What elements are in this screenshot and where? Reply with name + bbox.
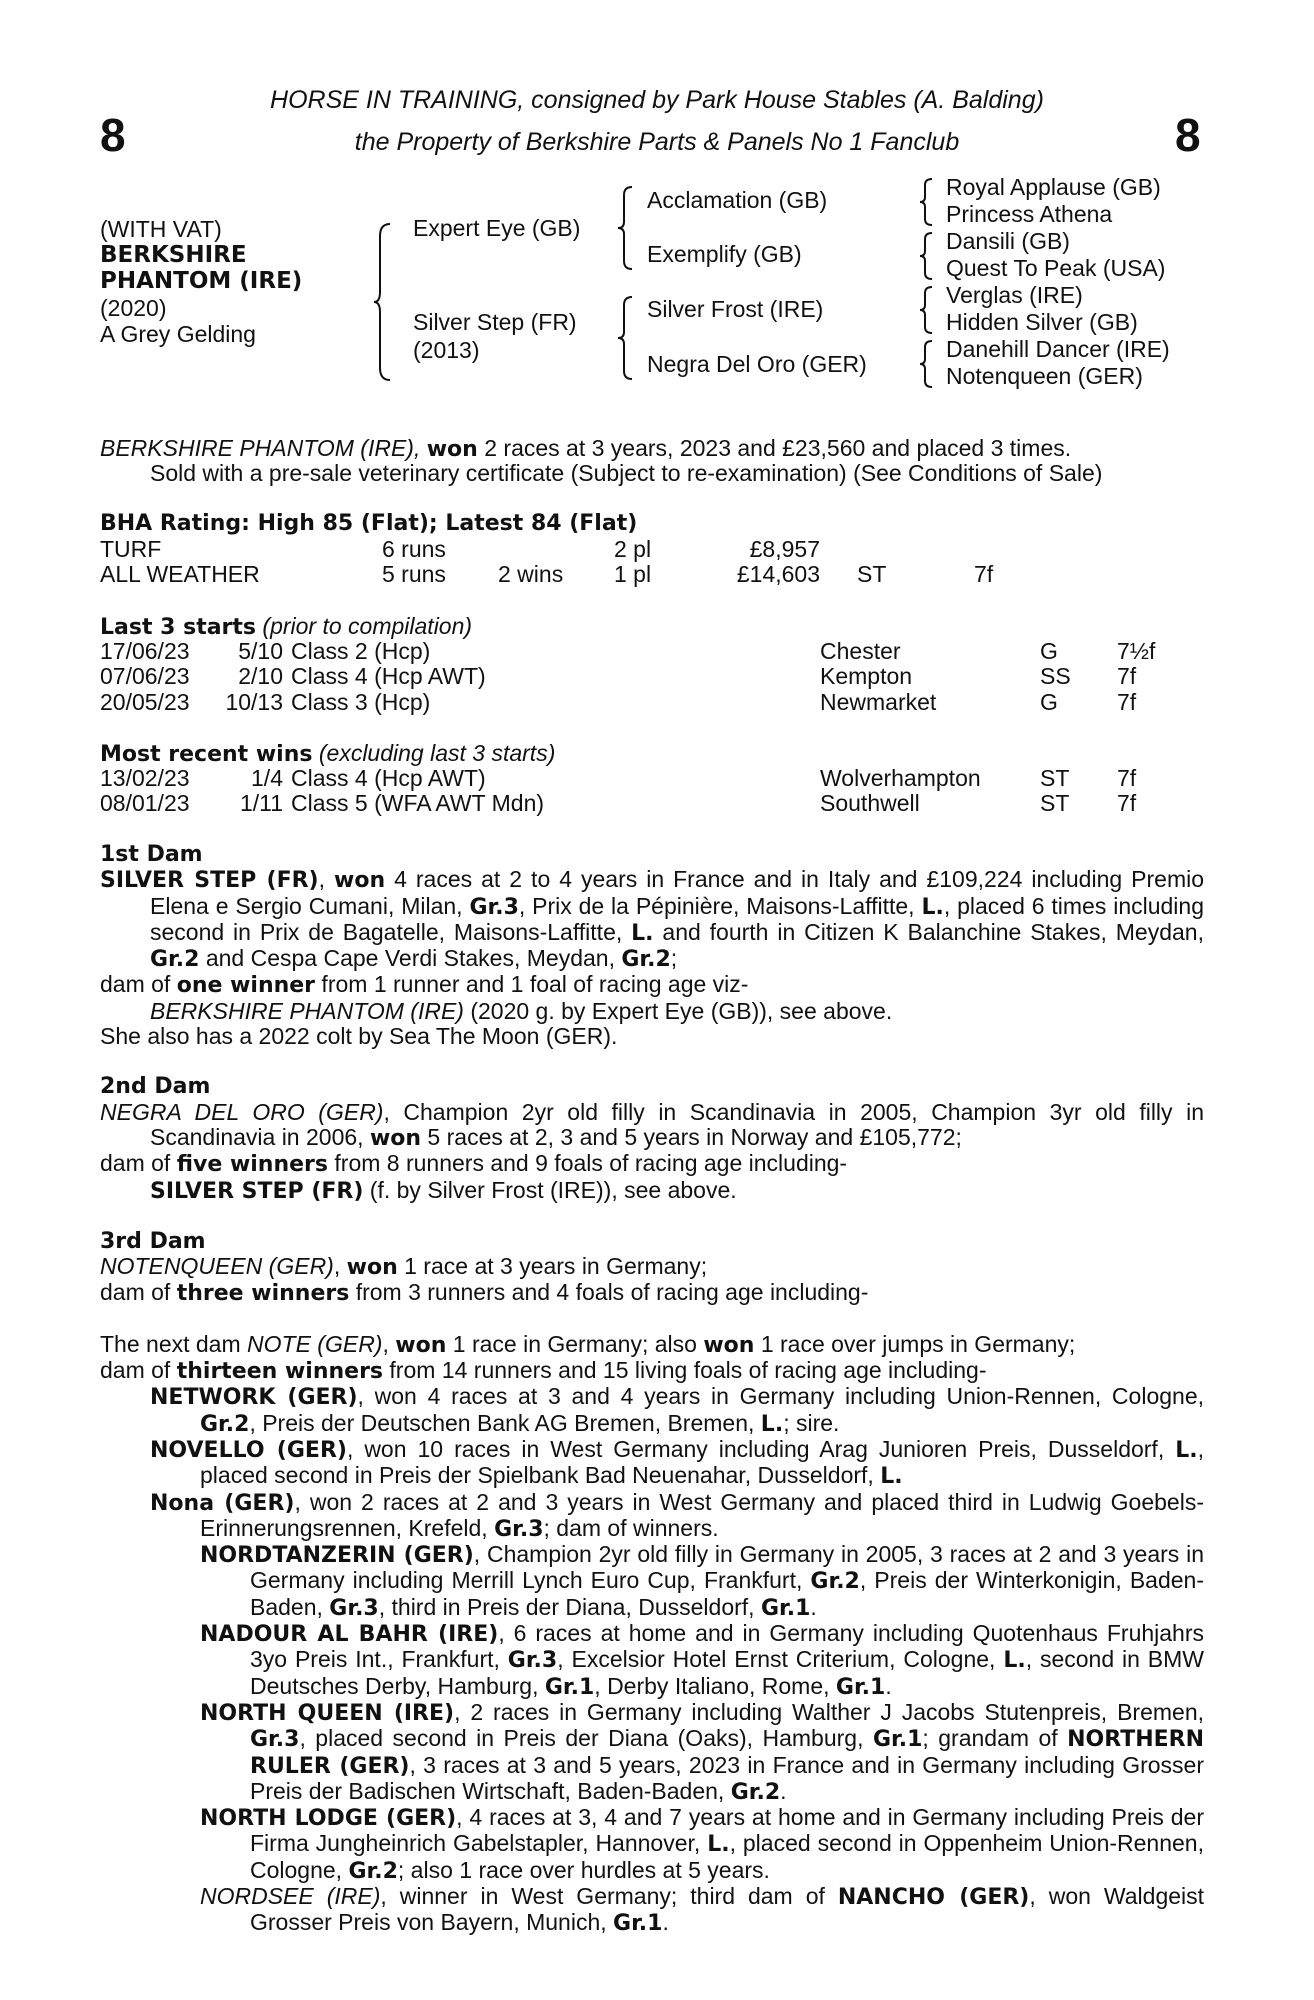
dam2-produce-summary <box>100 1151 1204 1177</box>
italic-text: BERKSHIRE PHANTOM (IRE) <box>150 997 464 1024</box>
rating-runs: 6 runs <box>382 536 446 562</box>
rating-surface: TURF <box>100 536 162 562</box>
last3-distance: 7½f <box>1117 638 1156 664</box>
bold-text: L. <box>631 920 654 946</box>
text-run: 1 race in Germany; also <box>446 1330 704 1357</box>
gen3-8: Notenqueen (GER) <box>946 363 1143 389</box>
gen3-2: Princess Athena <box>946 201 1113 227</box>
rating-distance: 7f <box>974 561 994 587</box>
summary-horse-name: BERKSHIRE PHANTOM (IRE), <box>100 435 421 461</box>
text-run: ; dam of winners. <box>543 1514 719 1541</box>
italic-text: NORDSEE (IRE) <box>200 1882 381 1909</box>
last3-race-class: Class 2 (Hcp) <box>291 638 431 664</box>
bold-text: NORTHERN RULER (GER) <box>250 1727 1204 1779</box>
gen3-5: Verglas (IRE) <box>946 282 1083 308</box>
bold-text: Gr.1 <box>760 1595 811 1621</box>
text-run: , second in BMW Deutsches Derby, Hamburg, <box>250 1646 1205 1699</box>
summary-won: won <box>426 437 478 462</box>
text-run: from 8 runners and 9 foals of racing age including- <box>328 1150 848 1177</box>
text-run: and Cespa Cape Verdi Stakes, Meydan, <box>199 945 622 972</box>
bold-text: L. <box>1175 1437 1198 1463</box>
text-run: The next dam <box>100 1330 248 1357</box>
pedigree-notes <box>100 842 1204 1937</box>
sire-name: Expert Eye (GB) <box>413 215 581 241</box>
text-run: , won 10 races in West Germany including Arag Junioren Preis, Dusseldorf, <box>346 1435 1176 1462</box>
bold-text: NANCHO (GER) <box>837 1884 1030 1910</box>
dam1-heading: 1st Dam <box>100 842 203 867</box>
bold-text: L. <box>1003 1648 1026 1674</box>
last3-course: Newmarket <box>820 688 937 715</box>
foaling-year: (2020) <box>100 295 167 321</box>
summary-record: 2 races at 3 years, 2023 and £23,560 and placed 3 times. <box>477 435 1072 461</box>
lot-number-left: 8 <box>100 109 126 161</box>
text-run: from 3 runners and 4 foals of racing age including- <box>349 1279 869 1306</box>
bold-text: L. <box>760 1411 784 1437</box>
gen3-7: Danehill Dancer (IRE) <box>946 336 1170 362</box>
text-run: , third in Preis der Diana, Dusseldorf, <box>378 1593 761 1620</box>
dam-year: (2013) <box>413 337 480 363</box>
last3-race-class: Class 4 (Hcp AWT) <box>291 663 486 690</box>
last3-subtitle: (prior to compilation) <box>256 613 473 639</box>
italic-text: NOTE (GER) <box>247 1330 383 1357</box>
property-line: the Property of Berkshire Parts & Panels No 1 Fanclub <box>354 128 960 156</box>
pedigree-brace-gen1 <box>372 222 394 382</box>
dam1-note <box>100 1024 1204 1049</box>
last3-position: 10/13 <box>225 688 283 715</box>
nextdam-record <box>100 1332 1204 1358</box>
last3-title: Last 3 starts <box>100 615 257 640</box>
bold-text: L. <box>707 1832 730 1858</box>
win-race-class: Class 5 (WFA AWT Mdn) <box>291 790 545 817</box>
produce-north-queen <box>100 1700 1204 1805</box>
text-run: , Prix de la Pépinière, Maisons-Laffitte, <box>518 892 922 919</box>
text-run: , 2 races in Germany including Walther J Jacobs Stutenpreis, Bremen, <box>454 1698 1204 1725</box>
bold-text: won <box>334 868 386 894</box>
text-run: from 14 runners and 15 living foals of racing age including- <box>383 1357 987 1384</box>
bold-text: won <box>346 1255 398 1281</box>
consignor-line: HORSE IN TRAINING, consigned by Park House Stables (A. Balding) <box>270 86 1044 114</box>
rating-prize: £8,957 <box>749 536 820 562</box>
dam-name: Silver Step (FR) <box>413 309 577 335</box>
text-run: , placed second in Preis der Diana (Oaks), Hamburg, <box>299 1725 873 1752</box>
last3-going: G <box>1040 688 1058 715</box>
bold-text: Nona (GER) <box>150 1490 295 1516</box>
dam1-produce-summary <box>100 972 1204 998</box>
bold-text: Gr.3 <box>250 1727 300 1753</box>
bold-text: Gr.1 <box>872 1727 923 1753</box>
last3-going: G <box>1040 638 1058 664</box>
vat-note: (WITH VAT) <box>100 216 222 242</box>
win-date: 08/01/23 <box>100 790 190 817</box>
text-run: ; sire. <box>783 1409 840 1436</box>
bold-text: one winner <box>176 973 316 999</box>
rating-runs: 5 runs <box>382 561 446 587</box>
text-run: and fourth in Citizen K Balanchine Stakes, Meydan, <box>653 918 1204 945</box>
text-run: . <box>662 1909 669 1936</box>
dam2-record <box>100 1100 1204 1152</box>
last3-position: 2/10 <box>238 663 283 690</box>
gen3-4: Quest To Peak (USA) <box>946 255 1166 281</box>
win-course: Wolverhampton <box>820 765 981 791</box>
bold-text: Gr.1 <box>544 1674 595 1700</box>
recentwins-subtitle: (excluding last 3 starts) <box>312 740 556 766</box>
text-run: , <box>382 1330 396 1357</box>
bold-text: Gr.3 <box>507 1648 558 1674</box>
bold-text: Gr.3 <box>469 894 519 920</box>
bold-text: Gr.2 <box>348 1858 398 1884</box>
produce-network <box>100 1384 1204 1437</box>
text-run: (2020 g. by Expert Eye (GB)), see above. <box>463 997 893 1024</box>
win-going: ST <box>1040 765 1070 791</box>
pedigree-brace-3d <box>918 339 936 389</box>
dam-sire: Silver Frost (IRE) <box>647 296 824 322</box>
text-run: , placed second in Oppenheim Union-Rennen, Cologne, <box>250 1830 1204 1883</box>
bold-text: Gr.2 <box>730 1779 781 1805</box>
produce-novello <box>100 1437 1204 1490</box>
bold-text: three winners <box>176 1281 350 1307</box>
produce-nordsee <box>100 1884 1204 1937</box>
rating-going: ST <box>857 561 887 587</box>
text-run: , winner in West Germany; third dam of <box>380 1882 838 1909</box>
dam3-produce-summary <box>100 1280 1204 1306</box>
bold-text: NORTH QUEEN (IRE) <box>200 1700 455 1726</box>
text-run: 1 race over jumps in Germany; <box>754 1330 1076 1357</box>
text-run: ; also 1 race over hurdles at 5 years. <box>397 1856 770 1883</box>
bold-text: NORTH LODGE (GER) <box>200 1806 457 1832</box>
win-position: 1/4 <box>251 765 283 791</box>
bold-text: Gr.2 <box>200 1411 250 1437</box>
text-run: . <box>780 1777 787 1804</box>
recentwins-heading <box>100 741 555 767</box>
text-run: She also has a 2022 colt by Sea The Moon (GER). <box>100 1023 618 1050</box>
text-run: , 6 races at home and in Germany including Quotenhaus Fruhjahrs 3yo Preis Int., Frankfurt, <box>250 1620 1205 1673</box>
italic-text: NEGRA DEL ORO (GER) <box>100 1098 384 1125</box>
pedigree-brace-3c <box>918 285 936 335</box>
last3-distance: 7f <box>1117 688 1137 715</box>
vet-certificate-note: Sold with a pre-sale veterinary certificate (Subject to re-examination) (See Conditions of Sale) <box>150 460 1103 486</box>
text-run: , 3 races at 3 and 5 years, 2023 in France and in Germany including Grosser Preis der Badischen Wirtschaft, Baden-Baden, <box>250 1751 1204 1804</box>
bold-text: NETWORK (GER) <box>150 1385 358 1411</box>
text-run: dam of <box>100 1357 177 1384</box>
text-run: . <box>810 1593 817 1620</box>
last3-course: Kempton <box>820 663 913 690</box>
text-run: 4 races at 2 to 4 years in France and in Italy and £109,224 including Premio Elena e Sergio Cumani, Milan, <box>150 866 1204 919</box>
win-course: Southwell <box>820 790 920 817</box>
text-run: , Preis der Winterkonigin, Baden-Baden, <box>250 1567 1204 1620</box>
text-run: , 4 races at 3, 4 and 7 years at home and in Germany including Preis der Firma Jungheinrich Gabelstapler, Hannover, <box>250 1804 1204 1857</box>
dam-dam: Negra Del Oro (GER) <box>647 351 867 377</box>
pedigree-brace-3a <box>918 177 936 227</box>
last3-heading <box>100 614 472 640</box>
bold-text: NORDTANZERIN (GER) <box>200 1543 474 1569</box>
bold-text: won <box>703 1332 755 1358</box>
bold-text: NADOUR AL BAHR (IRE) <box>200 1622 499 1648</box>
bold-text: L. <box>880 1464 903 1490</box>
bold-text: NOVELLO (GER) <box>150 1437 347 1463</box>
bold-text: thirteen winners <box>176 1359 384 1385</box>
text-run: , won 4 races at 3 and 4 years in Germany including Union-Rennen, Cologne, <box>357 1383 1205 1410</box>
text-run: dam of <box>100 1279 177 1306</box>
text-run: , <box>318 866 334 893</box>
win-distance: 7f <box>1117 765 1137 791</box>
last3-going: SS <box>1040 663 1071 690</box>
text-run: dam of <box>100 971 177 998</box>
text-run: 1 race at 3 years in Germany; <box>397 1253 708 1280</box>
pedigree-brace-sire <box>616 185 636 271</box>
bold-text: L. <box>921 894 944 920</box>
win-race-class: Class 4 (Hcp AWT) <box>291 765 486 791</box>
horse-name-line1: BERKSHIRE <box>100 242 247 268</box>
gen3-1: Royal Applause (GB) <box>946 174 1161 200</box>
text-run: . <box>885 1672 892 1699</box>
text-run: , won Waldgeist Grosser Preis von Bayern, Munich, <box>250 1882 1205 1936</box>
text-run: from 1 runner and 1 foal of racing age viz- <box>315 971 749 998</box>
text-run: , Derby Italiano, Rome, <box>594 1672 836 1699</box>
horse-name-line2: PHANTOM (IRE) <box>100 268 303 294</box>
bold-text: SILVER STEP (FR) <box>150 1178 364 1204</box>
bold-text: Gr.1 <box>613 1911 663 1937</box>
rating-wins: 2 wins <box>498 561 564 587</box>
text-run: , Champion 2yr old filly in Germany in 2005, 3 races at 2 and 3 years in Germany including Merrill Lynch Euro Cup, Frankfurt, <box>250 1541 1204 1594</box>
text-run: , Champion 2yr old filly in Scandinavia in 2005, Champion 3yr old filly in Scandinavia in 2006, <box>150 1098 1204 1150</box>
text-run: , Preis der Deutschen Bank AG Bremen, Bremen, <box>249 1409 761 1436</box>
gen3-3: Dansili (GB) <box>946 228 1070 254</box>
bold-text: five winners <box>176 1152 329 1178</box>
text-run: ; grandam of <box>922 1725 1068 1752</box>
text-run: , placed second in Preis der Spielbank Bad Neuenahar, Dusseldorf, <box>200 1435 1204 1489</box>
last3-date: 20/05/23 <box>100 688 190 715</box>
rating-prize: £14,603 <box>736 561 820 587</box>
dam2-heading: 2nd Dam <box>100 1074 211 1100</box>
race-summary <box>100 436 1071 462</box>
last3-date: 17/06/23 <box>100 638 190 664</box>
dam3-heading: 3rd Dam <box>100 1228 206 1254</box>
rating-surface: ALL WEATHER <box>100 561 260 587</box>
produce-nadour-al-bahr <box>100 1621 1204 1700</box>
last3-race-class: Class 3 (Hcp) <box>291 688 431 715</box>
sire-dam: Exemplify (GB) <box>647 241 802 267</box>
dam1-produce-item <box>100 999 1204 1024</box>
bold-text: Gr.2 <box>150 947 200 973</box>
produce-nona <box>100 1490 1204 1543</box>
bold-text: Gr.2 <box>621 947 671 973</box>
gen3-6: Hidden Silver (GB) <box>946 309 1138 335</box>
produce-north-lodge <box>100 1805 1204 1884</box>
bold-text: SILVER STEP (FR) <box>100 868 319 894</box>
bold-text: Gr.1 <box>835 1674 886 1700</box>
last3-date: 07/06/23 <box>100 663 190 690</box>
text-run: , placed 6 times including second in Prix de Bagatelle, Maisons-Laffitte, <box>150 892 1204 945</box>
text-run: , won 2 races at 2 and 3 years in West Germany and placed third in Ludwig Goebels-Erinnerungsrennen, Krefeld, <box>200 1488 1204 1541</box>
bold-text: won <box>369 1125 422 1151</box>
bha-rating: BHA Rating: High 85 (Flat); Latest 84 (Flat) <box>100 511 638 536</box>
sire-sire: Acclamation (GB) <box>647 187 828 213</box>
bold-text: Gr.3 <box>494 1516 544 1542</box>
dam2-produce-item <box>100 1178 1204 1204</box>
text-run: , Excelsior Hotel Ernst Criterium, Cologne, <box>557 1646 1004 1673</box>
text-run: ; <box>670 945 678 972</box>
recentwins-title: Most recent wins <box>100 742 313 767</box>
win-date: 13/02/23 <box>100 765 190 791</box>
win-going: ST <box>1040 790 1070 817</box>
pedigree-brace-3b <box>918 231 936 281</box>
produce-nordtanzerin <box>100 1542 1204 1621</box>
text-run: 5 races at 2, 3 and 5 years in Norway and £105,772; <box>421 1123 962 1150</box>
dam3-record <box>100 1254 1204 1280</box>
text-run: , <box>333 1253 347 1280</box>
italic-text: NOTENQUEEN (GER) <box>100 1253 334 1280</box>
bold-text: Gr.3 <box>329 1595 379 1621</box>
last3-distance: 7f <box>1117 663 1137 690</box>
rating-placed: 1 pl <box>614 561 652 587</box>
nextdam-produce-summary <box>100 1358 1204 1384</box>
bold-text: won <box>395 1332 447 1358</box>
text-run: (f. by Silver Frost (IRE)), see above. <box>363 1176 737 1203</box>
pedigree-brace-dam <box>616 295 636 381</box>
dam1-record <box>100 867 1204 972</box>
text-run: dam of <box>100 1150 177 1177</box>
win-distance: 7f <box>1117 790 1137 817</box>
horse-description: A Grey Gelding <box>100 321 256 347</box>
rating-placed: 2 pl <box>614 536 652 562</box>
win-position: 1/11 <box>239 790 283 817</box>
last3-course: Chester <box>820 638 901 664</box>
bold-text: Gr.2 <box>810 1569 860 1595</box>
lot-number-right: 8 <box>1175 109 1201 161</box>
last3-position: 5/10 <box>238 638 283 664</box>
